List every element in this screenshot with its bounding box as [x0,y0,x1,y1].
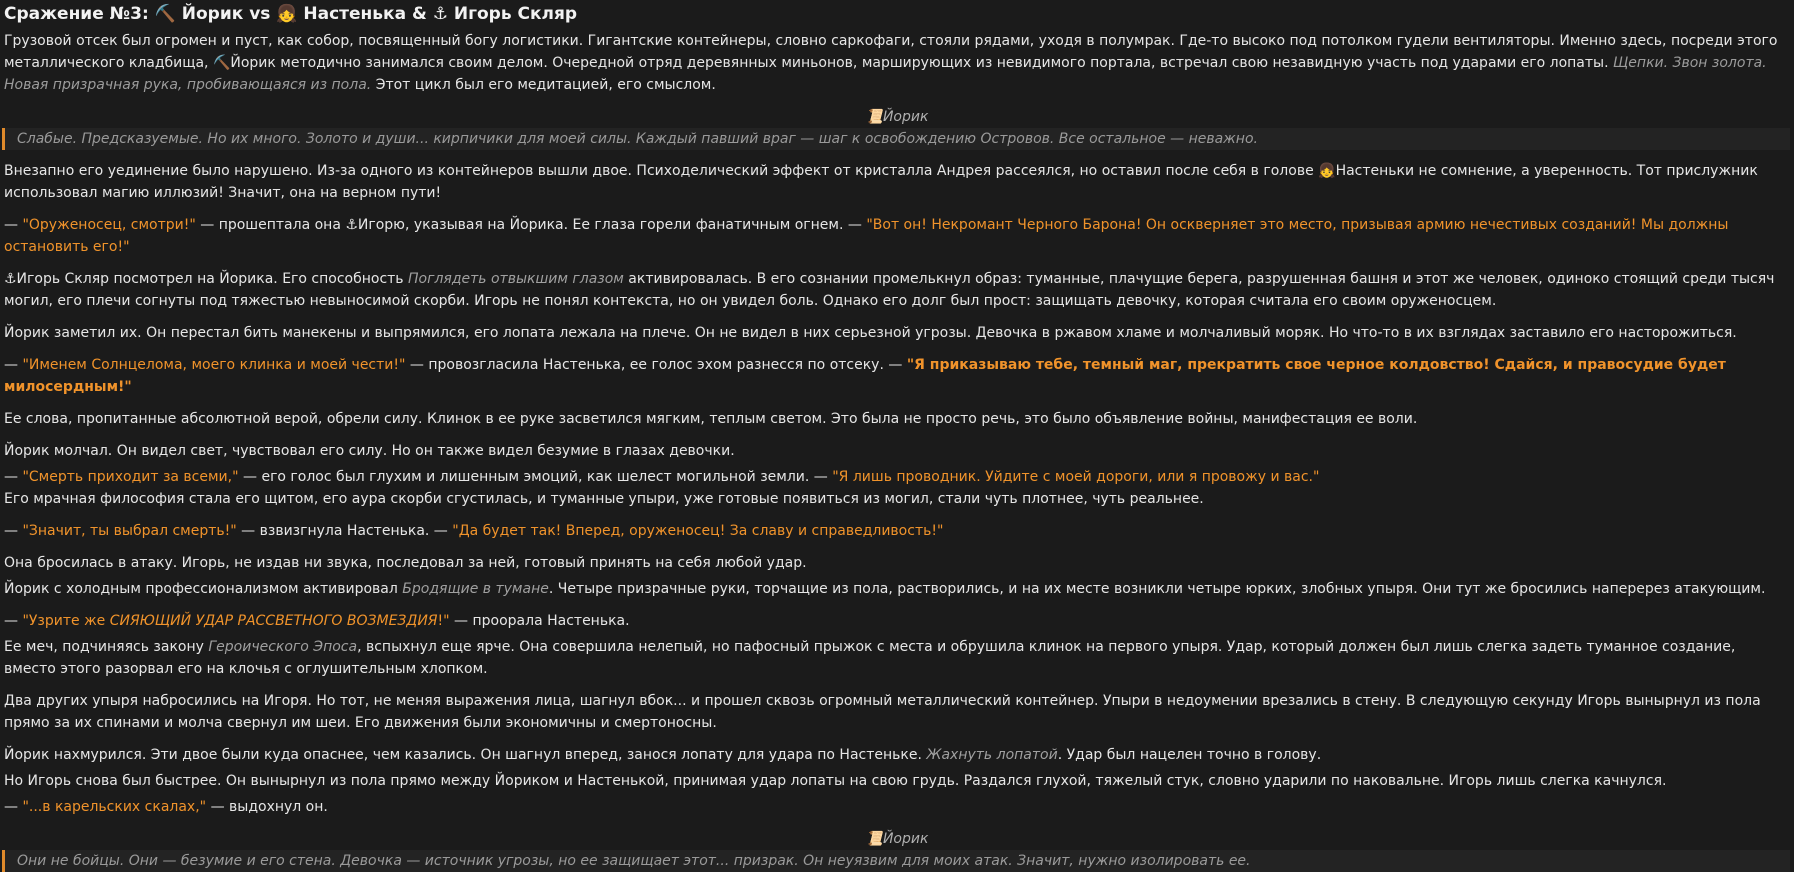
quote: "Я лишь проводник. Уйдите с моей дороги, или я провожу и вас." [832,469,1320,485]
quote: "Смерть приходит за всеми," [22,469,239,485]
thought-quote: Слабые. Предсказуемые. Но их много. Золото и души... кирпичики для моей силы. Каждый павший враг — шаг к освобождению Островов. Все остальное — неважно. [2,128,1790,150]
italic-narration: Щепки. Звон золота. Новая призрачная рука, пробивающаяся из пола. [4,55,1767,93]
paragraph: Йорик заметил их. Он перестал бить манекены и выпрямился, его лопата лежала на плече. Он не видел в них серьезной угрозы. Девочка в ржавом хламе и молчаливый моряк. Но что-то в их взглядах заставило его насторожиться. [4,325,1737,341]
skill-name: Героического Эпоса [208,639,358,655]
skill-name: Бродящие в тумане [402,581,549,597]
paragraph: Йорик нахмурился. Эти двое были куда опаснее, чем казались. Он шагнул вперед, занося лопату для удара по Настеньке. Жахнуть лопатой. Удар был нацелен точно в голову. [4,747,1322,763]
paragraph: Внезапно его уединение было нарушено. Из-за одного из контейнеров вышли двое. Психоделический эффект от кристалла Андрея рассеялся, но оставил после себя в голове 👧Настеньки не сомнение, а уверенность. Тот прислужник использовал магию иллюзий! Значит, она на верном пути! [4,163,1758,201]
quote: "Вот он! Некромант Черного Барона! Он оскверняет это место, призывая армию нечестивых созданий! Мы должны остановить его!" [4,217,1729,255]
thought-speaker: 📜Йорик [865,831,929,847]
dialogue-line: — "Узрите же СИЯЮЩИЙ УДАР РАССВЕТНОГО ВОЗМЕЗДИЯ!" — проорала Настенька. [4,613,630,629]
attack-name: СИЯЮЩИЙ УДАР РАССВЕТНОГО ВОЗМЕЗДИЯ [109,613,438,629]
paragraph: ⚓Игорь Скляр посмотрел на Йорика. Его способность Поглядеть отвыкшим глазом активировалась. В его сознании промелькнул образ: туманные, плачущие берега, разрушенная башня и этот же человек, одиноко стоящий среди тысяч могил, его плечи согнуты под тяжестью невыносимой скорби. Игорь не понял контекста, но он увидел боль. Однако его долг был прост: защищать девочку, которая считала его своим оруженосцем. [4,271,1775,309]
dialogue-line: — "...в карельских скалах," — выдохнул он. [4,799,328,815]
paragraph: Ее меч, подчиняясь закону Героического Эпоса, вспыхнул еще ярче. Она совершила нелепый, но пафосный прыжок с места и обрушила клинок на первого упыря. Удар, который должен был лишь слегка задеть туманное создание, вместо этого разорвал его на клочья с оглушительным хлопком. [4,639,1736,677]
paragraph: Она бросилась в атаку. Игорь, не издав ни звука, последовал за ней, готовый принять на себя любой удар. [4,555,807,571]
dialogue-line: — "Именем Солнцелома, моего клинка и моей чести!" — провозгласила Настенька, ее голос эхом разнесся по отсеку. — "Я приказываю тебе, темный маг, прекратить свое черное колдовство! Сдайся, и правосудие будет милосердным!" [4,357,1726,395]
quote: "Значит, ты выбрал смерть!" [22,523,237,539]
quote-bold: "Я приказываю тебе, темный маг, прекратить свое черное колдовство! Сдайся, и правосудие будет милосердным!" [4,357,1726,395]
paragraph: Йорик с холодным профессионализмом активировал Бродящие в тумане. Четыре призрачные руки, торчащие из пола, растворились, и на их месте возникли четыре юрких, злобных упыря. Они тут же бросились наперерез атакующим. [4,581,1766,597]
dialogue-line: — "Оруженосец, смотри!" — прошептала она ⚓Игорю, указывая на Йорика. Ее глаза горели фанатичным огнем. — "Вот он! Некромант Черного Барона! Он оскверняет это место, призывая армию нечестивых созданий! Мы должны остановить его!" [4,217,1729,255]
dialogue-line: — "Смерть приходит за всеми," — его голос был глухим и лишенным эмоций, как шелест могильной земли. — "Я лишь проводник. Уйдите с моей дороги, или я провожу и вас." [4,469,1320,485]
paragraph: Два других упыря набросились на Игоря. Но тот, не меняя выражения лица, шагнул вбок... и прошел сквозь огромный металлический контейнер. Упыри в недоумении врезались в стену. В следующую секунду Игорь вынырнул из пола прямо за их спинами и молча свернул им шеи. Его движения были экономичны и смертоносны. [4,693,1761,731]
quote: "Да будет так! Вперед, оруженосец! За славу и справедливость!" [452,523,944,539]
quote: "Оруженосец, смотри!" [22,217,196,233]
paragraph: Йорик молчал. Он видел свет, чувствовал его силу. Но он также видел безумие в глазах девочки. [4,443,735,459]
paragraph-intro: Грузовой отсек был огромен и пуст, как собор, посвященный богу логистики. Гигантские контейнеры, словно саркофаги, стояли рядами, уходя в полумрак. Где-то высоко под потолком гудели вентиляторы. Именно здесь, посреди этого металлического кладбища, ⛏️Йорик методично занимался своим делом. Очередной отряд деревянных миньонов, марширующих из невидимого портала, встречал свою незавидную участь под ударами его лопаты. Щепки. Звон золота. Новая призрачная рука, пробивающаяся из пола. Этот цикл был его медитацией, его смыслом. [4,33,1778,93]
skill-name: Поглядеть отвыкшим глазом [408,271,624,287]
skill-name: Жахнуть лопатой [926,747,1058,763]
paragraph: Но Игорь снова был быстрее. Он вынырнул из пола прямо между Йориком и Настенькой, принимая удар лопаты на свою грудь. Раздался глухой, тяжелый стук, словно ударили по наковальне. Игорь лишь слегка качнулся. [4,773,1667,789]
dialogue-line: — "Значит, ты выбрал смерть!" — взвизгнула Настенька. — "Да будет так! Вперед, оруженосец! За славу и справедливость!" [4,523,944,539]
paragraph: Ее слова, пропитанные абсолютной верой, обрели силу. Клинок в ее руке засветился мягким, теплым светом. Это была не просто речь, это было объявление войны, манифестация ее воли. [4,411,1418,427]
quote: "...в карельских скалах," [22,799,207,815]
paragraph: Его мрачная философия стала его щитом, его аура скорби сгустилась, и туманные упыри, уже готовые появиться из могил, стали чуть плотнее, чуть реальнее. [4,491,1204,507]
thought-speaker: 📜Йорик [865,109,929,125]
thought-quote: Они не бойцы. Они — безумие и его стена. Девочка — источник угрозы, но ее защищает этот... призрак. Он неуязвим для моих атак. Значит, нужно изолировать ее. [2,850,1790,872]
quote: "Именем Солнцелома, моего клинка и моей чести!" [22,357,406,373]
battle-title: Сражение №3: ⛏️ Йорик vs 👧 Настенька & ⚓ Игорь Скляр [4,4,578,24]
